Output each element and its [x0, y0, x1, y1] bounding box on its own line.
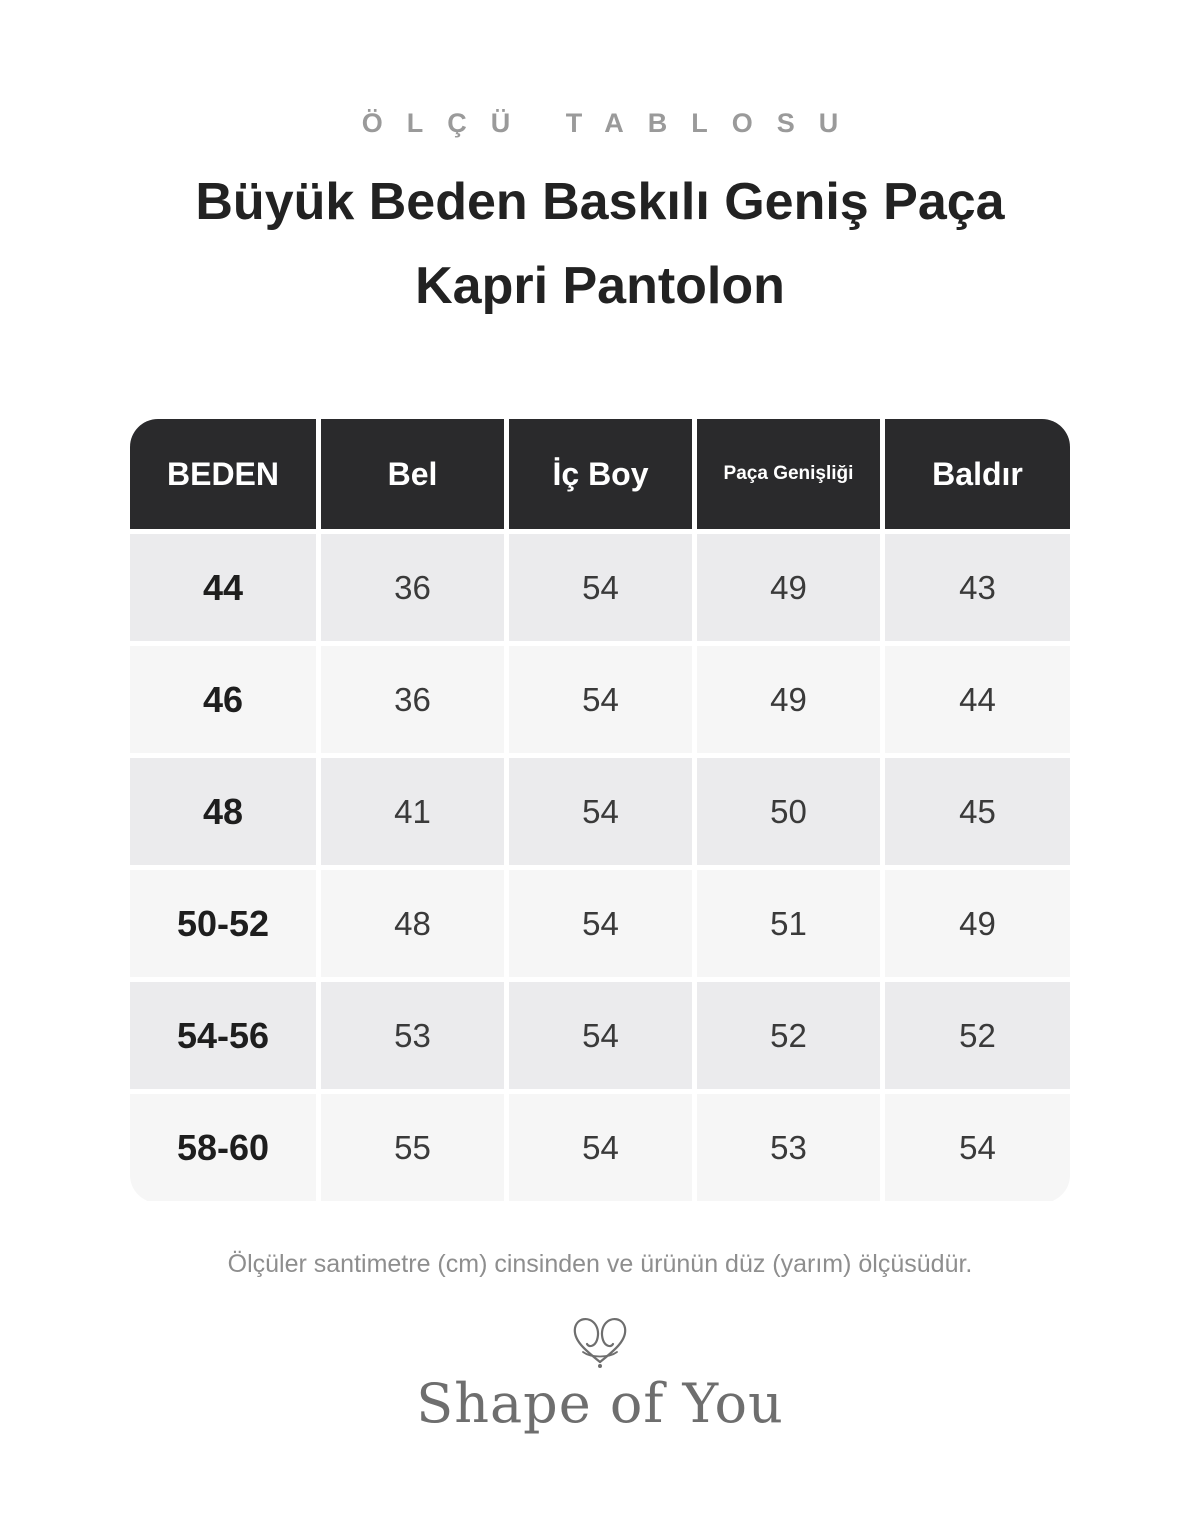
- column-header-paca-genisligi: Paça Genişliği: [697, 419, 880, 529]
- table-cell-size: 54-56: [130, 982, 316, 1089]
- page-title: [100, 160, 1100, 328]
- column-header-ic-boy: İç Boy: [509, 419, 692, 529]
- table-cell: 54: [885, 1094, 1070, 1201]
- column-header-bel: Bel: [321, 419, 504, 529]
- table-cell: 54: [509, 1094, 692, 1201]
- column-header-beden: BEDEN: [130, 419, 316, 529]
- table-cell: 53: [321, 982, 504, 1089]
- table-cell: 52: [885, 982, 1070, 1089]
- table-cell: 45: [885, 758, 1070, 865]
- table-cell: 54: [509, 982, 692, 1089]
- table-cell: 50: [697, 758, 880, 865]
- size-table: [130, 419, 1070, 1203]
- table-cell: 54: [509, 534, 692, 641]
- table-cell-size: 44: [130, 534, 316, 641]
- table-cell-size: 58-60: [130, 1094, 316, 1201]
- table-cell: 54: [509, 870, 692, 977]
- double-heart-icon: [565, 1312, 635, 1370]
- table-cell: 53: [697, 1094, 880, 1201]
- column-header-baldir: Baldır: [885, 419, 1070, 529]
- table-cell: 41: [321, 758, 504, 865]
- table-cell-size: 46: [130, 646, 316, 753]
- table-cell: 49: [697, 534, 880, 641]
- brand-name: Shape of You: [416, 1372, 784, 1435]
- table-cell: 51: [697, 870, 880, 977]
- table-cell-size: 48: [130, 758, 316, 865]
- eyebrow-label: ÖLÇÜ TABLOSU: [361, 108, 863, 138]
- table-cell: 52: [697, 982, 880, 1089]
- table-cell: 48: [321, 870, 504, 977]
- table-cell: 36: [321, 534, 504, 641]
- table-cell: 44: [885, 646, 1070, 753]
- table-cell: 49: [885, 870, 1070, 977]
- title-line-1: Büyük Beden Baskılı Geniş Paça: [195, 173, 1005, 231]
- table-cell: 54: [509, 646, 692, 753]
- table-cell: 49: [697, 646, 880, 753]
- table-cell: 36: [321, 646, 504, 753]
- title-line-2: Kapri Pantolon: [415, 257, 785, 315]
- table-cell: 55: [321, 1094, 504, 1201]
- table-cell: 54: [509, 758, 692, 865]
- table-cell-size: 50-52: [130, 870, 316, 977]
- measurement-note: Ölçüler santimetre (cm) cinsinden ve ürünün düz (yarım) ölçüsüdür.: [227, 1250, 973, 1278]
- table-cell: 43: [885, 534, 1070, 641]
